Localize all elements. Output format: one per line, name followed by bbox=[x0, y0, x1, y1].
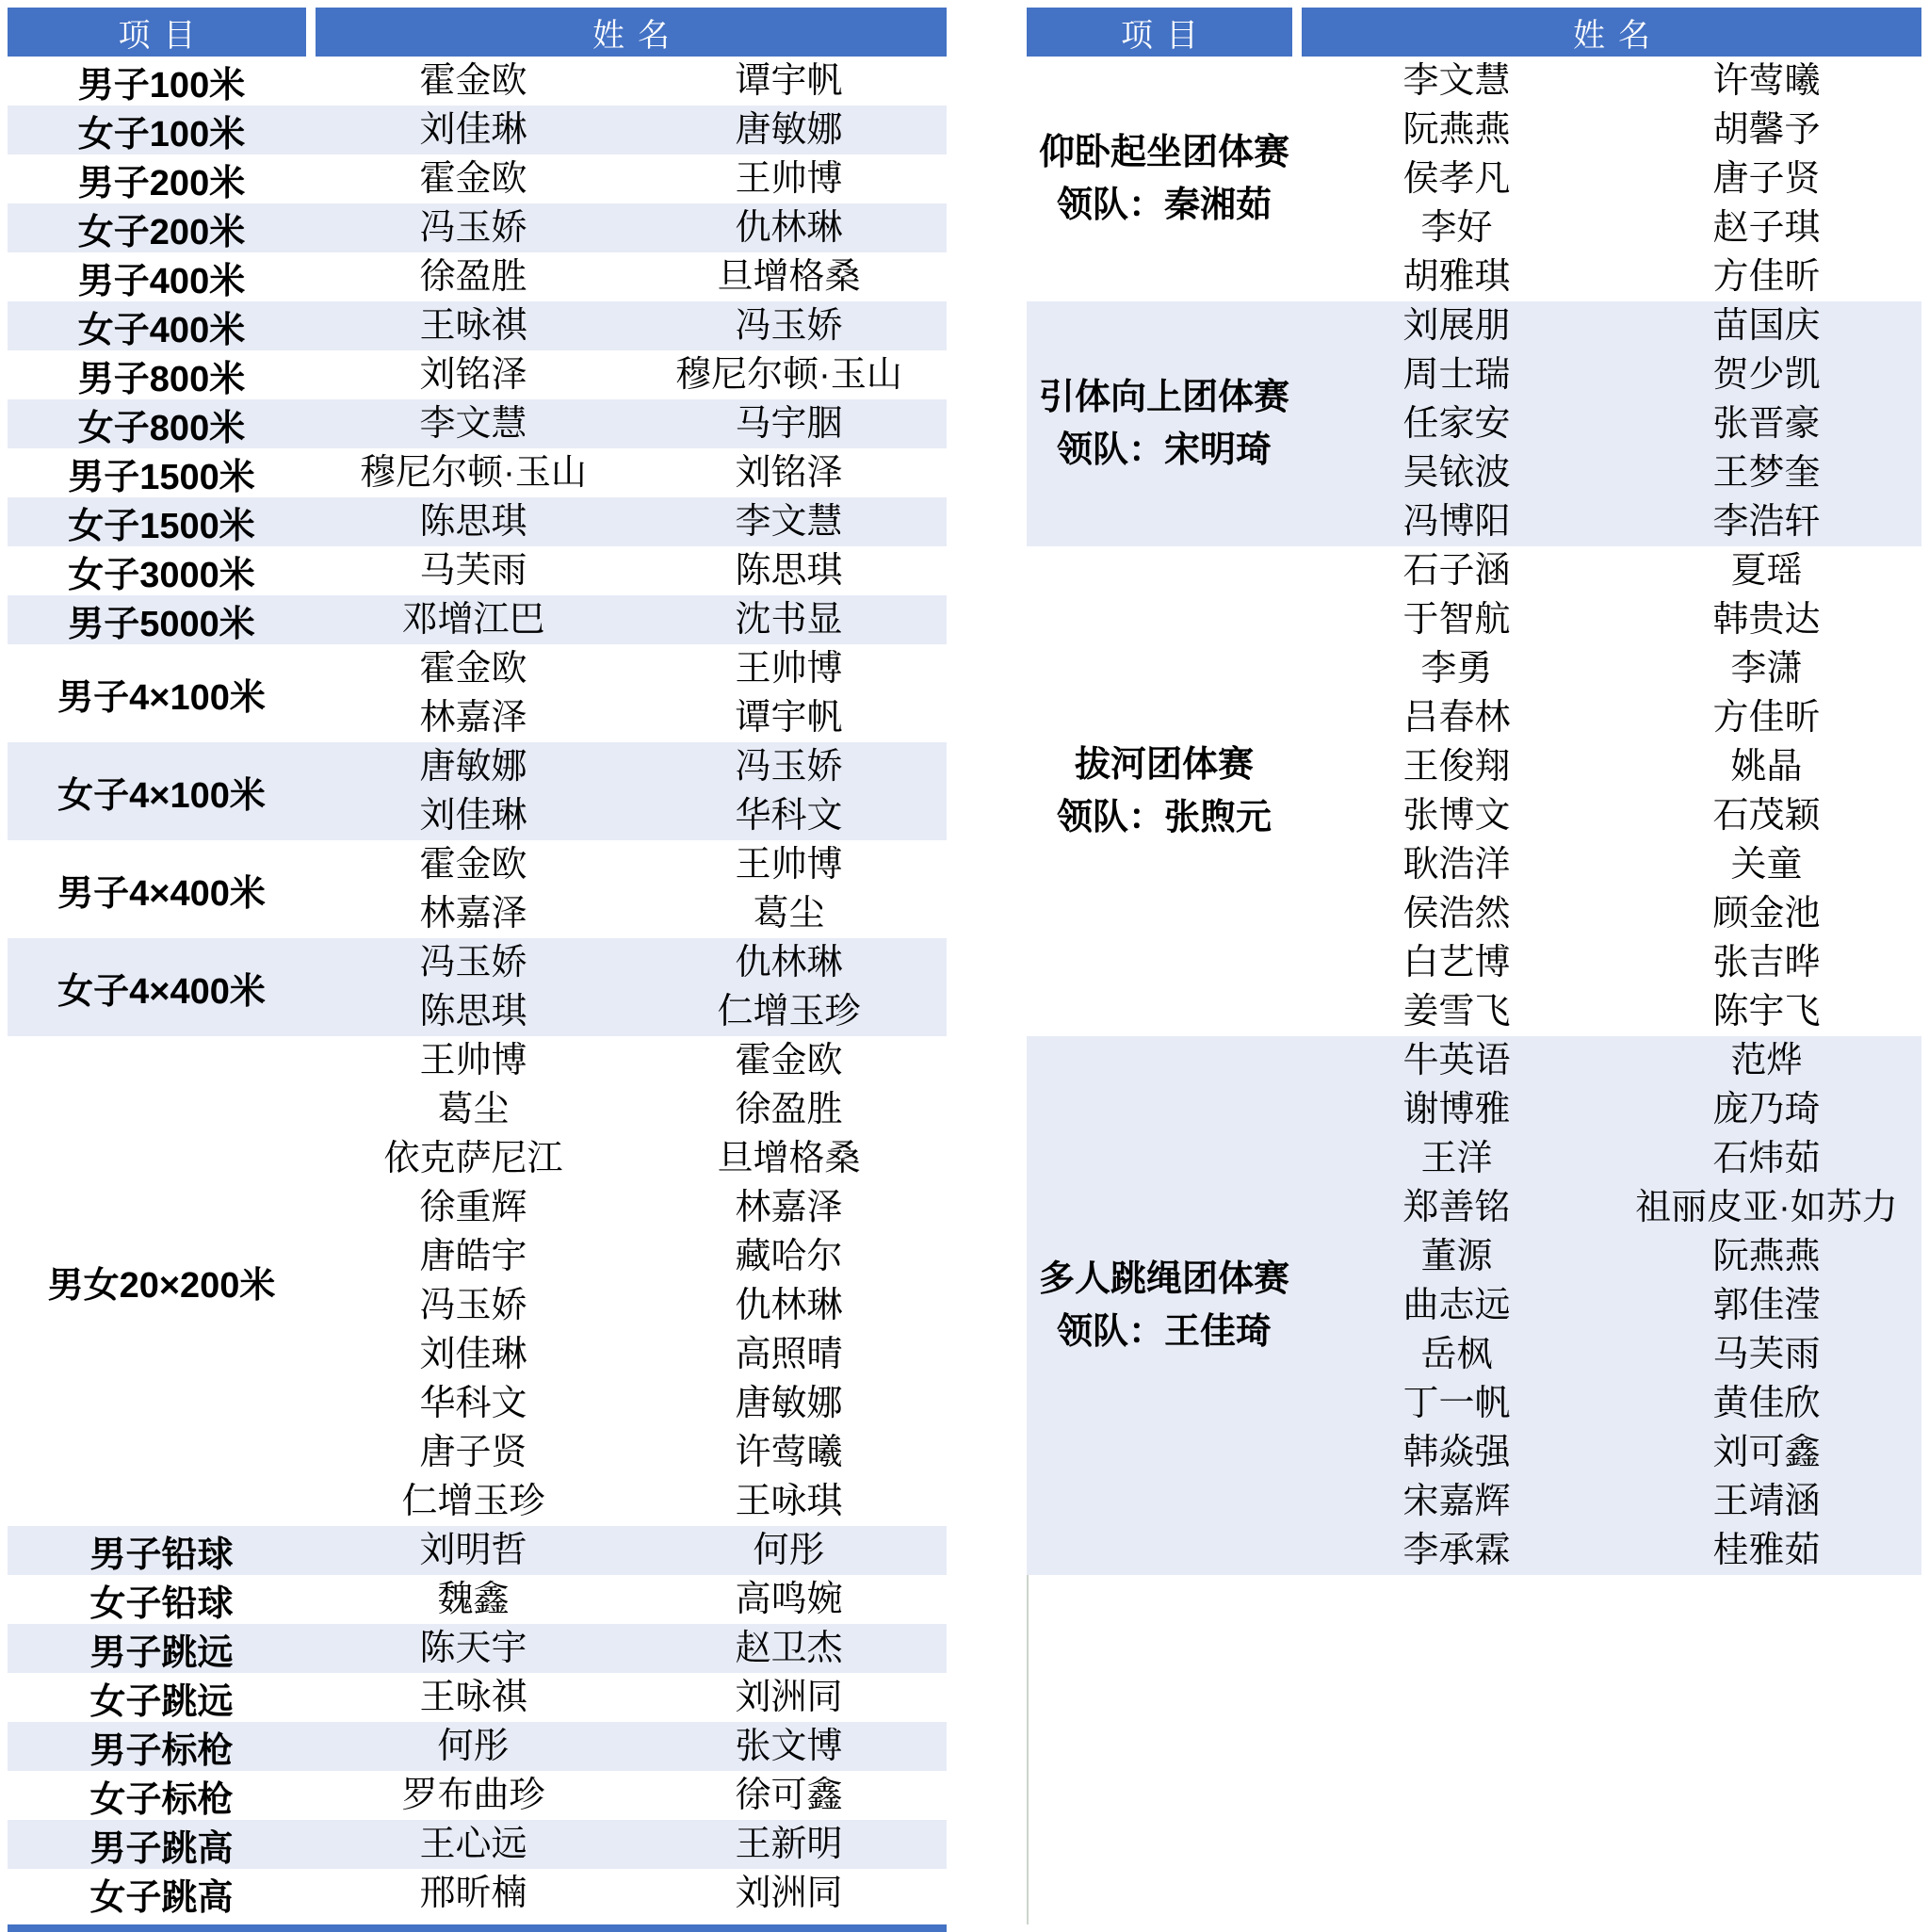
name-line: 王咏祺 bbox=[419, 1678, 527, 1717]
name-line: 侯浩然 bbox=[1402, 894, 1511, 934]
event-cell: 男子跳高 bbox=[89, 1828, 234, 1869]
name-column bbox=[631, 154, 947, 203]
name-line: 穆尼尔顿·玉山 bbox=[675, 355, 902, 395]
table-row bbox=[8, 742, 947, 840]
name-line: 韩焱强 bbox=[1402, 1433, 1511, 1472]
name-line: 贺少凯 bbox=[1712, 355, 1821, 395]
name-line: 阮燕燕 bbox=[1402, 110, 1511, 150]
event-cell: 男子5000米 bbox=[68, 604, 255, 644]
group-label-cell bbox=[1027, 301, 1302, 546]
name-column bbox=[631, 203, 947, 252]
name-line: 仇林琳 bbox=[735, 943, 843, 982]
event-cell: 男子200米 bbox=[77, 163, 246, 203]
name-line: 藏哈尔 bbox=[735, 1237, 843, 1276]
name-column bbox=[316, 448, 631, 497]
name-column bbox=[316, 1036, 631, 1526]
name-column bbox=[1612, 546, 1921, 1036]
table-row bbox=[8, 644, 947, 742]
table-row bbox=[8, 497, 947, 546]
name-line: 葛尘 bbox=[437, 1090, 510, 1129]
name-column bbox=[631, 1771, 947, 1820]
name-line: 范烨 bbox=[1730, 1041, 1803, 1080]
name-column bbox=[316, 1820, 631, 1869]
name-line: 葛尘 bbox=[753, 894, 825, 934]
name-column bbox=[631, 301, 947, 350]
table-row bbox=[8, 1036, 947, 1526]
name-line: 阮燕燕 bbox=[1712, 1237, 1821, 1276]
events-table-body bbox=[8, 57, 947, 1918]
name-column bbox=[316, 1869, 631, 1918]
name-line: 仇林琳 bbox=[735, 1286, 843, 1325]
name-line: 李承霖 bbox=[1402, 1531, 1511, 1570]
name-column bbox=[316, 1771, 631, 1820]
name-column bbox=[631, 106, 947, 154]
name-line: 陈思琪 bbox=[419, 502, 527, 542]
event-cell: 男子100米 bbox=[77, 65, 246, 106]
name-line: 石子涵 bbox=[1402, 551, 1511, 591]
name-column bbox=[1612, 301, 1921, 546]
name-line: 刘洲同 bbox=[735, 1874, 843, 1913]
name-line: 冯玉娇 bbox=[419, 1286, 527, 1325]
name-line: 魏鑫 bbox=[437, 1580, 510, 1619]
name-line: 旦增格桑 bbox=[717, 257, 861, 297]
group-label-cell bbox=[1027, 57, 1302, 301]
name-line: 谢博雅 bbox=[1402, 1090, 1511, 1129]
table-row bbox=[8, 301, 947, 350]
name-column bbox=[631, 1526, 947, 1575]
name-column bbox=[316, 742, 631, 840]
name-line: 王帅博 bbox=[419, 1041, 527, 1080]
name-line: 夏瑶 bbox=[1730, 551, 1803, 591]
name-line: 王洋 bbox=[1420, 1139, 1493, 1178]
name-column bbox=[631, 497, 947, 546]
events-header-project: 项目 bbox=[8, 8, 306, 57]
name-line: 徐可鑫 bbox=[735, 1776, 843, 1815]
name-line: 依克萨尼江 bbox=[383, 1139, 563, 1178]
name-line: 霍金欧 bbox=[419, 649, 527, 689]
name-line: 刘展朋 bbox=[1402, 306, 1511, 346]
name-column bbox=[631, 448, 947, 497]
name-line: 侯孝凡 bbox=[1402, 159, 1511, 199]
name-line: 陈天宇 bbox=[419, 1629, 527, 1668]
name-line: 华科文 bbox=[735, 796, 843, 836]
name-line: 祖丽皮亚·如苏力 bbox=[1635, 1188, 1898, 1227]
name-column bbox=[316, 1575, 631, 1624]
name-line: 谭宇帆 bbox=[735, 698, 843, 738]
event-cell: 男子铅球 bbox=[89, 1534, 234, 1575]
event-cell: 男子400米 bbox=[77, 261, 246, 301]
name-line: 刘佳琳 bbox=[419, 1335, 527, 1374]
group-label-cell bbox=[1027, 1036, 1302, 1575]
name-line: 刘佳琳 bbox=[419, 796, 527, 836]
name-line: 赵卫杰 bbox=[735, 1629, 843, 1668]
name-column bbox=[316, 154, 631, 203]
event-cell: 男子4×400米 bbox=[57, 873, 266, 914]
name-line: 李文慧 bbox=[735, 502, 843, 542]
name-line: 胡雅琪 bbox=[1402, 257, 1511, 297]
event-cell: 女子3000米 bbox=[68, 555, 255, 595]
event-cell: 女子1500米 bbox=[68, 506, 255, 546]
event-cell: 男子1500米 bbox=[68, 457, 255, 497]
name-line: 王咏祺 bbox=[419, 306, 527, 346]
event-cell: 女子跳远 bbox=[89, 1681, 234, 1722]
table-row bbox=[8, 399, 947, 448]
table-row bbox=[8, 1820, 947, 1869]
name-line: 冯玉娇 bbox=[735, 306, 843, 346]
table-row bbox=[8, 203, 947, 252]
team-group-row bbox=[1027, 57, 1921, 301]
name-line: 马芙雨 bbox=[1712, 1335, 1821, 1374]
name-line: 周士瑞 bbox=[1402, 355, 1511, 395]
name-line: 邓增江巴 bbox=[401, 600, 545, 640]
name-column bbox=[631, 546, 947, 595]
name-column bbox=[631, 595, 947, 644]
name-line: 董源 bbox=[1420, 1237, 1493, 1276]
name-line: 沈书显 bbox=[735, 600, 843, 640]
name-line: 霍金欧 bbox=[419, 845, 527, 885]
name-column bbox=[316, 57, 631, 106]
name-line: 霍金欧 bbox=[419, 159, 527, 199]
name-line: 王新明 bbox=[735, 1825, 843, 1864]
table-row bbox=[8, 106, 947, 154]
name-line: 姜雪飞 bbox=[1402, 992, 1511, 1031]
event-cell: 女子400米 bbox=[77, 310, 246, 350]
name-line: 石茂颖 bbox=[1712, 796, 1821, 836]
name-line: 庞乃琦 bbox=[1712, 1090, 1821, 1129]
name-line: 王帅博 bbox=[735, 159, 843, 199]
name-line: 唐敏娜 bbox=[419, 747, 527, 787]
name-column bbox=[1302, 546, 1612, 1036]
name-line: 徐重辉 bbox=[419, 1188, 527, 1227]
name-line: 于智航 bbox=[1402, 600, 1511, 640]
table-row bbox=[8, 1722, 947, 1771]
table-row bbox=[8, 1771, 947, 1820]
name-line: 黄佳欣 bbox=[1712, 1384, 1821, 1423]
name-line: 仁增玉珍 bbox=[401, 1482, 545, 1521]
name-line: 王梦奎 bbox=[1712, 453, 1821, 493]
name-line: 刘可鑫 bbox=[1712, 1433, 1821, 1472]
cutoff-header-strip bbox=[8, 1924, 947, 1932]
events-table bbox=[8, 8, 947, 1932]
events-header-names: 姓名 bbox=[316, 8, 947, 57]
name-line: 林嘉泽 bbox=[419, 698, 527, 738]
empty-table-area bbox=[1027, 1575, 1921, 1924]
name-line: 高鸣婉 bbox=[735, 1580, 843, 1619]
name-line: 刘洲同 bbox=[735, 1678, 843, 1717]
name-line: 唐皓宇 bbox=[419, 1237, 527, 1276]
name-line: 耿浩洋 bbox=[1402, 845, 1511, 885]
event-cell: 男女20×200米 bbox=[47, 1265, 276, 1306]
name-line: 牛英语 bbox=[1402, 1041, 1511, 1080]
name-column bbox=[316, 203, 631, 252]
name-column bbox=[631, 1624, 947, 1673]
name-column bbox=[316, 252, 631, 301]
name-line: 谭宇帆 bbox=[735, 61, 843, 101]
name-line: 李文慧 bbox=[419, 404, 527, 444]
table-row bbox=[8, 1624, 947, 1673]
name-column bbox=[1302, 301, 1612, 546]
name-column bbox=[1302, 1036, 1612, 1575]
name-column bbox=[631, 252, 947, 301]
name-line: 邢昕楠 bbox=[419, 1874, 527, 1913]
name-column bbox=[316, 1624, 631, 1673]
table-row bbox=[8, 1673, 947, 1722]
table-row bbox=[8, 252, 947, 301]
event-cell: 女子800米 bbox=[77, 408, 246, 448]
name-line: 吴铱波 bbox=[1402, 453, 1511, 493]
name-line: 任家安 bbox=[1402, 404, 1511, 444]
name-line: 冯博阳 bbox=[1402, 502, 1511, 542]
name-line: 刘佳琳 bbox=[419, 110, 527, 150]
name-line: 刘铭泽 bbox=[419, 355, 527, 395]
table-row bbox=[8, 57, 947, 106]
name-line: 白艺博 bbox=[1402, 943, 1511, 982]
name-line: 徐盈胜 bbox=[735, 1090, 843, 1129]
table-row bbox=[8, 840, 947, 938]
name-column bbox=[316, 938, 631, 1036]
name-column bbox=[631, 350, 947, 399]
table-row bbox=[8, 350, 947, 399]
table-row bbox=[8, 1869, 947, 1918]
name-line: 何彤 bbox=[753, 1531, 825, 1570]
name-column bbox=[316, 1526, 631, 1575]
group-label-cell bbox=[1027, 546, 1302, 1036]
name-line: 马宇胭 bbox=[735, 404, 843, 444]
group-leader: 领队：王佳琦 bbox=[1056, 1312, 1272, 1352]
name-line: 穆尼尔顿·玉山 bbox=[360, 453, 587, 493]
name-line: 马芙雨 bbox=[419, 551, 527, 591]
name-column bbox=[316, 106, 631, 154]
event-cell: 女子4×100米 bbox=[57, 775, 266, 816]
name-column bbox=[631, 399, 947, 448]
group-leader: 领队：秦湘茹 bbox=[1056, 186, 1272, 225]
table-row bbox=[8, 154, 947, 203]
name-column bbox=[1612, 1036, 1921, 1575]
name-line: 许莺曦 bbox=[1712, 61, 1821, 101]
name-line: 顾金池 bbox=[1712, 894, 1821, 934]
name-line: 郭佳滢 bbox=[1712, 1286, 1821, 1325]
name-line: 宋嘉辉 bbox=[1402, 1482, 1511, 1521]
name-line: 岳枫 bbox=[1420, 1335, 1493, 1374]
name-line: 仇林琳 bbox=[735, 208, 843, 248]
name-line: 冯玉娇 bbox=[419, 943, 527, 982]
team-events-table bbox=[1027, 8, 1921, 1924]
name-column bbox=[316, 1722, 631, 1771]
name-column bbox=[1612, 57, 1921, 301]
name-line: 王咏琪 bbox=[735, 1482, 843, 1521]
group-title: 多人跳绳团体赛 bbox=[1038, 1259, 1289, 1299]
name-column bbox=[631, 1575, 947, 1624]
name-line: 赵子琪 bbox=[1712, 208, 1821, 248]
team-header-names: 姓名 bbox=[1302, 8, 1921, 57]
table-row bbox=[8, 1526, 947, 1575]
event-cell: 男子800米 bbox=[77, 359, 246, 399]
name-column bbox=[316, 497, 631, 546]
event-cell: 女子100米 bbox=[77, 114, 246, 154]
name-column bbox=[631, 644, 947, 742]
group-leader: 领队：宋明琦 bbox=[1056, 430, 1272, 470]
name-line: 林嘉泽 bbox=[735, 1188, 843, 1227]
name-line: 王心远 bbox=[419, 1825, 527, 1864]
event-cell: 女子4×400米 bbox=[57, 971, 266, 1012]
name-line: 唐敏娜 bbox=[735, 110, 843, 150]
name-line: 张文博 bbox=[735, 1727, 843, 1766]
events-table-header bbox=[8, 8, 947, 57]
name-line: 吕春林 bbox=[1402, 698, 1511, 738]
name-column bbox=[316, 595, 631, 644]
name-line: 关童 bbox=[1730, 845, 1803, 885]
name-column bbox=[631, 938, 947, 1036]
name-column bbox=[316, 399, 631, 448]
name-line: 霍金欧 bbox=[419, 61, 527, 101]
name-line: 高照晴 bbox=[735, 1335, 843, 1374]
event-cell: 女子铅球 bbox=[89, 1583, 234, 1624]
name-line: 霍金欧 bbox=[735, 1041, 843, 1080]
team-group-row bbox=[1027, 301, 1921, 546]
name-column bbox=[631, 1820, 947, 1869]
name-line: 罗布曲珍 bbox=[401, 1776, 545, 1815]
name-line: 林嘉泽 bbox=[419, 894, 527, 934]
name-column bbox=[316, 1673, 631, 1722]
name-line: 李潇 bbox=[1730, 649, 1803, 689]
name-line: 李勇 bbox=[1420, 649, 1493, 689]
name-line: 陈思琪 bbox=[419, 992, 527, 1031]
name-line: 韩贵达 bbox=[1712, 600, 1821, 640]
name-line: 张博文 bbox=[1402, 796, 1511, 836]
table-row bbox=[8, 546, 947, 595]
name-line: 徐盈胜 bbox=[419, 257, 527, 297]
name-line: 华科文 bbox=[419, 1384, 527, 1423]
name-column bbox=[1302, 57, 1612, 301]
name-line: 苗国庆 bbox=[1712, 306, 1821, 346]
name-line: 王靖涵 bbox=[1712, 1482, 1821, 1521]
name-line: 李浩轩 bbox=[1712, 502, 1821, 542]
name-column bbox=[316, 301, 631, 350]
team-table-header bbox=[1027, 8, 1921, 57]
name-line: 石炜茹 bbox=[1712, 1139, 1821, 1178]
name-line: 唐敏娜 bbox=[735, 1384, 843, 1423]
name-line: 张晋豪 bbox=[1712, 404, 1821, 444]
name-line: 郑善铭 bbox=[1402, 1188, 1511, 1227]
name-column bbox=[631, 840, 947, 938]
name-line: 李文慧 bbox=[1402, 61, 1511, 101]
name-line: 陈思琪 bbox=[735, 551, 843, 591]
name-line: 方佳昕 bbox=[1712, 257, 1821, 297]
name-line: 李好 bbox=[1420, 208, 1493, 248]
event-cell: 男子跳远 bbox=[89, 1632, 234, 1673]
name-column bbox=[316, 546, 631, 595]
name-line: 张吉晔 bbox=[1712, 943, 1821, 982]
name-column bbox=[316, 644, 631, 742]
name-column bbox=[631, 1722, 947, 1771]
group-title: 引体向上团体赛 bbox=[1038, 378, 1289, 417]
team-header-project: 项目 bbox=[1027, 8, 1292, 57]
name-line: 桂雅茹 bbox=[1712, 1531, 1821, 1570]
group-title: 拔河团体赛 bbox=[1074, 745, 1254, 785]
name-line: 王帅博 bbox=[735, 649, 843, 689]
team-table-body bbox=[1027, 57, 1921, 1575]
name-column bbox=[631, 1673, 947, 1722]
table-row bbox=[8, 595, 947, 644]
name-column bbox=[631, 1036, 947, 1526]
group-title: 仰卧起坐团体赛 bbox=[1038, 133, 1289, 172]
name-line: 冯玉娇 bbox=[419, 208, 527, 248]
name-line: 陈宇飞 bbox=[1712, 992, 1821, 1031]
name-line: 姚晶 bbox=[1730, 747, 1803, 787]
event-cell: 女子标枪 bbox=[89, 1779, 234, 1820]
team-group-row bbox=[1027, 546, 1921, 1036]
event-cell: 男子标枪 bbox=[89, 1730, 234, 1771]
name-line: 何彤 bbox=[437, 1727, 510, 1766]
event-cell: 女子跳高 bbox=[89, 1877, 234, 1918]
name-line: 许莺曦 bbox=[735, 1433, 843, 1472]
name-line: 冯玉娇 bbox=[735, 747, 843, 787]
name-line: 仁增玉珍 bbox=[717, 992, 861, 1031]
event-cell: 男子4×100米 bbox=[57, 677, 266, 718]
name-line: 刘明哲 bbox=[419, 1531, 527, 1570]
name-line: 旦增格桑 bbox=[717, 1139, 861, 1178]
name-line: 王俊翔 bbox=[1402, 747, 1511, 787]
table-row bbox=[8, 1575, 947, 1624]
group-leader: 领队：张煦元 bbox=[1056, 798, 1272, 837]
name-column bbox=[631, 1869, 947, 1918]
name-line: 曲志远 bbox=[1402, 1286, 1511, 1325]
table-row bbox=[8, 938, 947, 1036]
name-line: 唐子贤 bbox=[1712, 159, 1821, 199]
name-line: 唐子贤 bbox=[419, 1433, 527, 1472]
name-line: 胡馨予 bbox=[1712, 110, 1821, 150]
table-row bbox=[8, 448, 947, 497]
name-line: 刘铭泽 bbox=[735, 453, 843, 493]
team-group-row bbox=[1027, 1036, 1921, 1575]
name-line: 方佳昕 bbox=[1712, 698, 1821, 738]
event-cell: 女子200米 bbox=[77, 212, 246, 252]
name-column bbox=[316, 840, 631, 938]
name-line: 丁一帆 bbox=[1402, 1384, 1511, 1423]
name-line: 王帅博 bbox=[735, 845, 843, 885]
name-column bbox=[631, 57, 947, 106]
name-column bbox=[631, 742, 947, 840]
name-column bbox=[316, 350, 631, 399]
